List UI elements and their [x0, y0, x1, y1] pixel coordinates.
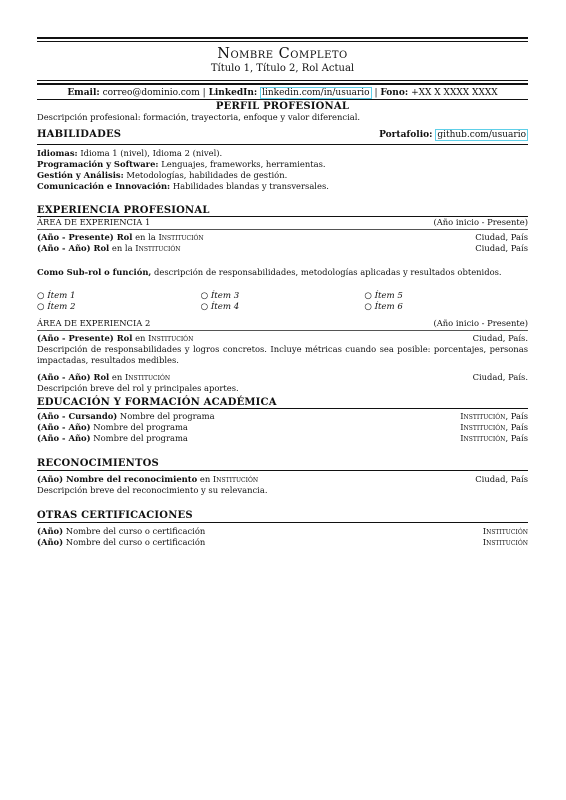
- item-text: Ítem 5: [374, 291, 403, 301]
- skill-line: [37, 170, 528, 181]
- items-row: [37, 291, 528, 302]
- resume-page: [37, 37, 528, 548]
- experience-area-1: [37, 217, 528, 228]
- role-title: (Año - Presente) Rol: [37, 333, 133, 343]
- item-text: Ítem 3: [210, 291, 240, 301]
- certification-year: (Año): [37, 526, 64, 536]
- full-name: Nombre Completo: [217, 46, 348, 62]
- area-title: ÁREA DE EXPERIENCIA 1: [37, 217, 151, 227]
- contact-separator: |: [202, 88, 206, 98]
- role-connector: en: [111, 372, 123, 382]
- role-institution: Institución: [148, 333, 194, 343]
- list-item: [37, 302, 201, 313]
- role-connector: en: [135, 333, 146, 343]
- role-institution: Institución: [158, 232, 204, 242]
- role-institution: Institución: [124, 372, 171, 382]
- bullet-icon: ○: [364, 302, 372, 312]
- header-rule: [37, 83, 528, 85]
- award-description: Descripción breve del reconocimiento y su relevancia.: [37, 485, 268, 495]
- list-item: [201, 302, 365, 313]
- award-row: [37, 474, 528, 485]
- awards-heading: RECONOCIMIENTOS: [37, 458, 159, 469]
- role-title: (Año - Año) Rol: [37, 243, 110, 253]
- bullet-icon: ○: [37, 302, 45, 312]
- linkedin-label: LinkedIn:: [208, 88, 258, 98]
- role-location: Ciudad, País: [475, 232, 528, 242]
- area-period: (Año inicio - Presente): [433, 217, 528, 227]
- role-connector: en la: [135, 232, 156, 242]
- list-item: [364, 291, 528, 302]
- certifications-rule: [37, 522, 528, 523]
- skill-label: Gestión y Análisis:: [37, 170, 124, 180]
- experience-heading: EXPERIENCIA PROFESIONAL: [37, 205, 210, 216]
- skills-heading: HABILIDADES: [37, 129, 122, 140]
- award-title: (Año) Nombre del reconocimiento: [37, 474, 198, 484]
- education-program: Nombre del programa: [119, 411, 215, 421]
- skill-label: Programación y Software:: [37, 159, 159, 169]
- contact-separator: |: [374, 88, 378, 98]
- certification-name: Nombre del curso o certificación: [65, 526, 206, 536]
- subrole-text: descripción de responsabilidades, metodologías aplicadas y resultados obtenidos.: [154, 267, 502, 277]
- education-list: [37, 411, 528, 444]
- certification-row: [37, 526, 528, 537]
- bullet-icon: ○: [200, 302, 209, 312]
- role-title: (Año - Año) Rol: [37, 372, 110, 382]
- education-period: (Año - Año): [37, 422, 91, 432]
- items-grid: [37, 291, 528, 313]
- phone-label: Fono:: [380, 88, 409, 98]
- role-connector: en la: [111, 243, 133, 253]
- skills-header-row: [37, 129, 528, 141]
- certification-institution: Institución: [482, 537, 528, 547]
- role-location: Ciudad, País: [475, 243, 528, 253]
- education-row: [37, 422, 528, 433]
- role-row: [37, 372, 528, 383]
- role-institution: Institución: [135, 243, 181, 253]
- role-location: Ciudad, País.: [472, 333, 528, 343]
- certification-row: [37, 537, 528, 548]
- email-value[interactable]: correo@dominio.com: [102, 88, 200, 98]
- portfolio-link[interactable]: github.com/usuario: [437, 130, 526, 140]
- skill-line: [37, 181, 528, 192]
- education-period: (Año - Cursando): [37, 411, 118, 421]
- experience-area-2: [37, 318, 528, 329]
- area-rule: [37, 330, 528, 331]
- area-title: ÁREA DE EXPERIENCIA 2: [37, 318, 151, 328]
- award-institution: Institución: [212, 474, 259, 484]
- role-row: [37, 333, 528, 344]
- skill-label: Idiomas:: [37, 148, 78, 158]
- role-location: Ciudad, País.: [472, 372, 528, 382]
- skill-text: Lenguajes, frameworks, herramientas.: [161, 159, 326, 169]
- role-title: (Año - Presente) Rol: [37, 232, 133, 242]
- item-text: Ítem 1: [47, 291, 76, 301]
- contact-rule: [37, 99, 528, 100]
- skill-line: [37, 159, 528, 170]
- bullet-icon: ○: [200, 291, 209, 301]
- role-description: Descripción breve del rol y principales aportes.: [37, 383, 239, 393]
- list-item: [364, 302, 528, 313]
- certifications-heading: OTRAS CERTIFICACIONES: [37, 510, 193, 521]
- awards-rule: [37, 470, 528, 471]
- header-rule-thin: [37, 80, 528, 81]
- skills-list: [37, 148, 528, 192]
- award-location: Ciudad, País: [475, 474, 528, 484]
- education-institution: Institución: [460, 422, 506, 432]
- portfolio: [379, 130, 528, 141]
- skill-text: Idioma 1 (nivel), Idioma 2 (nivel).: [80, 148, 223, 158]
- education-row: [37, 411, 528, 422]
- phone-value: +XX X XXXX XXXX: [411, 88, 498, 98]
- skill-text: Habilidades blandas y transversales.: [172, 181, 329, 191]
- contact-line: [37, 88, 528, 99]
- subrole-title: Como Sub-rol o función,: [37, 267, 152, 277]
- profile-heading: PERFIL PROFESIONAL: [215, 101, 350, 112]
- education-row: [37, 433, 528, 444]
- subrole-line: [37, 267, 528, 278]
- bullet-icon: ○: [364, 291, 372, 301]
- item-text: Ítem 2: [47, 302, 76, 312]
- area-rule: [37, 229, 528, 230]
- professional-titles: Título 1, Título 2, Rol Actual: [210, 63, 355, 74]
- role-row: [37, 243, 528, 254]
- list-item: [201, 291, 365, 302]
- certification-name: Nombre del curso o certificación: [65, 537, 206, 547]
- items-row: [37, 302, 528, 313]
- top-rule-thin: [37, 41, 528, 42]
- education-location: , País: [505, 433, 528, 443]
- skill-text: Metodologías, habilidades de gestión.: [126, 170, 288, 180]
- linkedin-link[interactable]: linkedin.com/in/usuario: [262, 88, 370, 98]
- top-rule: [37, 37, 528, 39]
- item-text: Ítem 6: [374, 302, 403, 312]
- list-item: [37, 291, 201, 302]
- bullet-icon: ○: [37, 291, 45, 301]
- area-period: (Año inicio - Presente): [433, 318, 528, 328]
- certifications-list: [37, 526, 528, 548]
- skill-line: [37, 148, 528, 159]
- education-institution: Institución: [460, 433, 506, 443]
- item-text: Ítem 4: [210, 302, 240, 312]
- education-program: Nombre del programa: [93, 422, 188, 432]
- role-description: Descripción de responsabilidades y logros concretos. Incluye métricas cuando sea posible: porcentajes, personas impactadas, resultados medibles.: [37, 344, 528, 365]
- education-institution: Institución: [460, 411, 506, 421]
- certification-year: (Año): [37, 537, 64, 547]
- role-row: [37, 232, 528, 243]
- education-program: Nombre del programa: [93, 433, 188, 443]
- skill-label: Comunicación e Innovación:: [37, 181, 171, 191]
- skills-rule: [37, 144, 528, 145]
- profile-text: Descripción profesional: formación, trayectoria, enfoque y valor diferencial.: [37, 112, 361, 122]
- education-rule: [37, 408, 528, 409]
- education-heading: EDUCACIÓN Y FORMACIÓN ACADÉMICA: [37, 397, 277, 408]
- portfolio-label: Portafolio:: [379, 130, 433, 140]
- education-location: , País: [505, 422, 528, 432]
- email-label: Email:: [67, 88, 100, 98]
- education-location: , País: [505, 411, 528, 421]
- certification-institution: Institución: [482, 526, 528, 536]
- award-connector: en: [199, 474, 211, 484]
- education-period: (Año - Año): [37, 433, 91, 443]
